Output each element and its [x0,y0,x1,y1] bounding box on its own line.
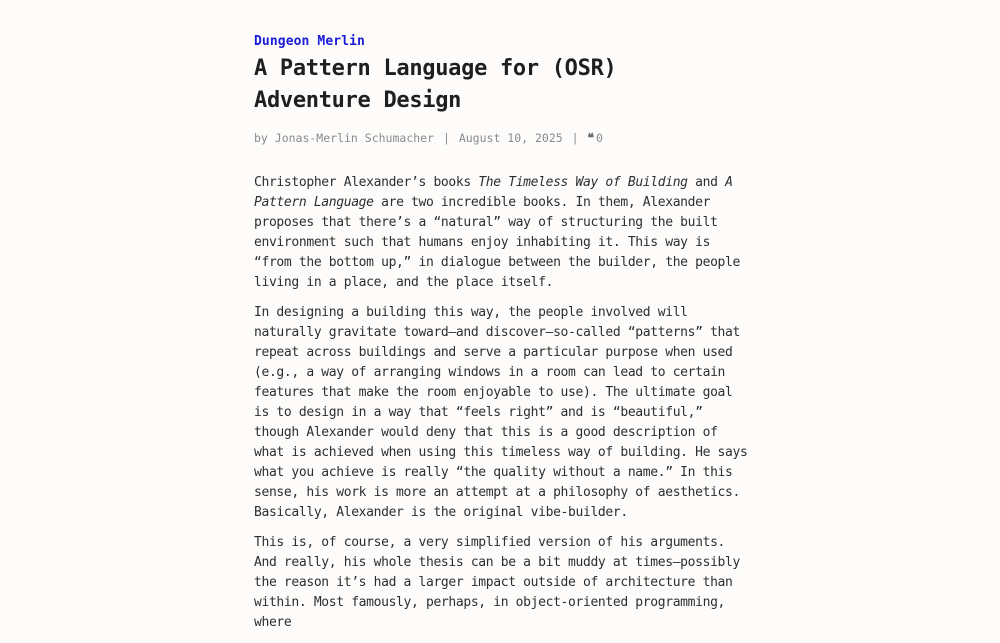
meta-separator: | [442,131,450,145]
site-name-link[interactable]: Dungeon Merlin [254,34,365,49]
paragraph-text: and [687,175,726,190]
quote-icon: ❝ [587,131,594,145]
book-title: A Pattern Language [254,175,733,210]
paragraph [254,173,750,293]
paragraph: This is, of course, a very simplified version of his arguments. And really, his whole thesis can be a bit muddy at times—possibly the reason it’s had a larger impact outside of architecture than within. Most famously, perhaps, in object-oriented programming, where [254,535,740,630]
comment-count: 0 [595,131,603,145]
post-meta [254,129,754,147]
article-body [254,173,750,633]
paragraph: In designing a building this way, the people involved will naturally gravitate toward—and discover—so-called “patterns” that repeat across buildings and serve a particular purpose when used (e.g., a way of arranging windows in a room can lead to certain features that make the room enjoyable to use). The ultimate goal is to design in a way that “feels right” and is “beautiful,” though Alexander would deny that this is a good description of what is achieved when using this timeless way of building. He says what you achieve is really “the quality without a name.” In this sense, his work is more an attempt at a philosophy of aesthetics. Basically, Alexander is the original vibe-builder. [254,305,748,520]
paragraph-text: are two incredible books. In them, Alexander proposes that there’s a “natural” way of structuring the built environment such that humans enjoy inhabiting it. This way is “from the bottom up,” in dialogue between the builder, the people living in a place, and the place itself. [254,195,740,290]
byline[interactable]: by Jonas-Merlin Schumacher [254,131,435,145]
comments-link[interactable] [588,131,603,145]
meta-separator: | [571,131,579,145]
book-title: The Timeless Way of Building [478,175,688,190]
post-title: A Pattern Language for (OSR) Adventure Design [254,56,617,113]
post-date[interactable]: August 10, 2025 [458,131,563,145]
page-container [254,30,754,643]
paragraph-text: Christopher Alexander’s books [254,175,479,190]
